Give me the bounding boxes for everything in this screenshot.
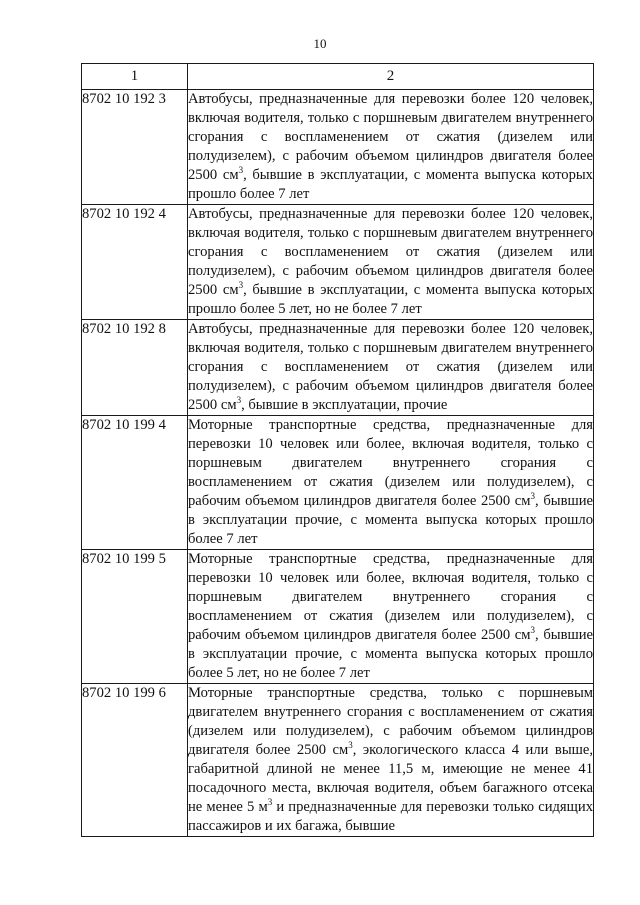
table-row bbox=[82, 550, 594, 684]
superscript: 3 bbox=[236, 395, 242, 405]
table-row bbox=[82, 205, 594, 320]
column-header-2: 2 bbox=[188, 64, 594, 90]
tariff-code-table bbox=[81, 63, 594, 837]
description-text: , бывшие в эксплуатации прочие, с момента выпуска которых прошло более 7 лет bbox=[188, 493, 593, 547]
description-text: , бывшие в эксплуатации, с момента выпуска которых прошло более 5 лет, но не более 7 лет bbox=[188, 282, 593, 317]
page-number: 10 bbox=[313, 36, 327, 51]
description-text: Автобусы, предназначенные для перевозки более 120 человек, включая водителя, только с поршневым двигателем внутреннего сгорания с воспламенением от сжатия (дизелем или полудизелем), с рабочим объемом цилиндров двигателя более 2500 см bbox=[188, 206, 593, 298]
column-header-1: 1 bbox=[82, 64, 188, 90]
description-text: Автобусы, предназначенные для перевозки более 120 человек, включая водителя, только с поршневым двигателем внутреннего сгорания с воспламенением от сжатия (дизелем или полудизелем), с рабочим объемом цилиндров двигателя более 2500 см bbox=[188, 91, 593, 183]
superscript: 3 bbox=[267, 797, 273, 807]
superscript: 3 bbox=[238, 165, 244, 175]
commodity-description bbox=[188, 320, 594, 416]
superscript: 3 bbox=[530, 625, 536, 635]
commodity-description bbox=[188, 684, 594, 837]
description-text: и предназначенные для перевозки только сидящих пассажиров и их багажа, бывшие bbox=[188, 799, 593, 834]
description-text: Моторные транспортные средства, предназначенные для перевозки 10 человек или более, включая водителя, только с поршневым двигателем внутреннего сгорания с воспламенением от сжатия (дизелем или полудизелем), с рабочим объемом цилиндров двигателя более 2500 см bbox=[188, 551, 593, 643]
description-text: , бывшие в эксплуатации, с момента выпуска которых прошло более 7 лет bbox=[188, 167, 593, 202]
commodity-description bbox=[188, 416, 594, 550]
commodity-code: 8702 10 192 4 bbox=[82, 205, 188, 320]
commodity-code: 8702 10 192 3 bbox=[82, 90, 188, 205]
commodity-description bbox=[188, 90, 594, 205]
table-row bbox=[82, 684, 594, 837]
description-text: Моторные транспортные средства, только с поршневым двигателем внутреннего сгорания с воспламенением от сжатия (дизелем или полудизелем), с рабочим объемом цилиндров двигателя более 2500 см bbox=[188, 685, 593, 758]
commodity-description bbox=[188, 550, 594, 684]
commodity-code: 8702 10 199 4 bbox=[82, 416, 188, 550]
table-row bbox=[82, 320, 594, 416]
commodity-code: 8702 10 199 6 bbox=[82, 684, 188, 837]
superscript: 3 bbox=[530, 491, 536, 501]
description-text: Автобусы, предназначенные для перевозки более 120 человек, включая водителя, только с поршневым двигателем внутреннего сгорания с воспламенением от сжатия (дизелем или полудизелем), с рабочим объемом цилиндров двигателя более 2500 см bbox=[188, 321, 593, 413]
description-text: Моторные транспортные средства, предназначенные для перевозки 10 человек или более, включая водителя, только с поршневым двигателем внутреннего сгорания с воспламенением от сжатия (дизелем или полудизелем), с рабочим объемом цилиндров двигателя более 2500 см bbox=[188, 417, 593, 509]
superscript: 3 bbox=[238, 280, 244, 290]
description-text: , бывшие в эксплуатации, прочие bbox=[241, 397, 448, 413]
table-header-row bbox=[82, 64, 594, 90]
commodity-code: 8702 10 199 5 bbox=[82, 550, 188, 684]
table-row bbox=[82, 90, 594, 205]
description-text: , экологического класса 4 или выше, габаритной длиной не менее 11,5 м, имеющие не менее 41 посадочного места, включая водителя, объем багажного отсека не менее 5 м bbox=[188, 742, 593, 815]
table-row bbox=[82, 416, 594, 550]
commodity-description bbox=[188, 205, 594, 320]
commodity-code: 8702 10 192 8 bbox=[82, 320, 188, 416]
superscript: 3 bbox=[348, 740, 353, 750]
description-text: , бывшие в эксплуатации прочие, с момента выпуска которых прошло более 5 лет, но не более 7 лет bbox=[188, 627, 593, 681]
